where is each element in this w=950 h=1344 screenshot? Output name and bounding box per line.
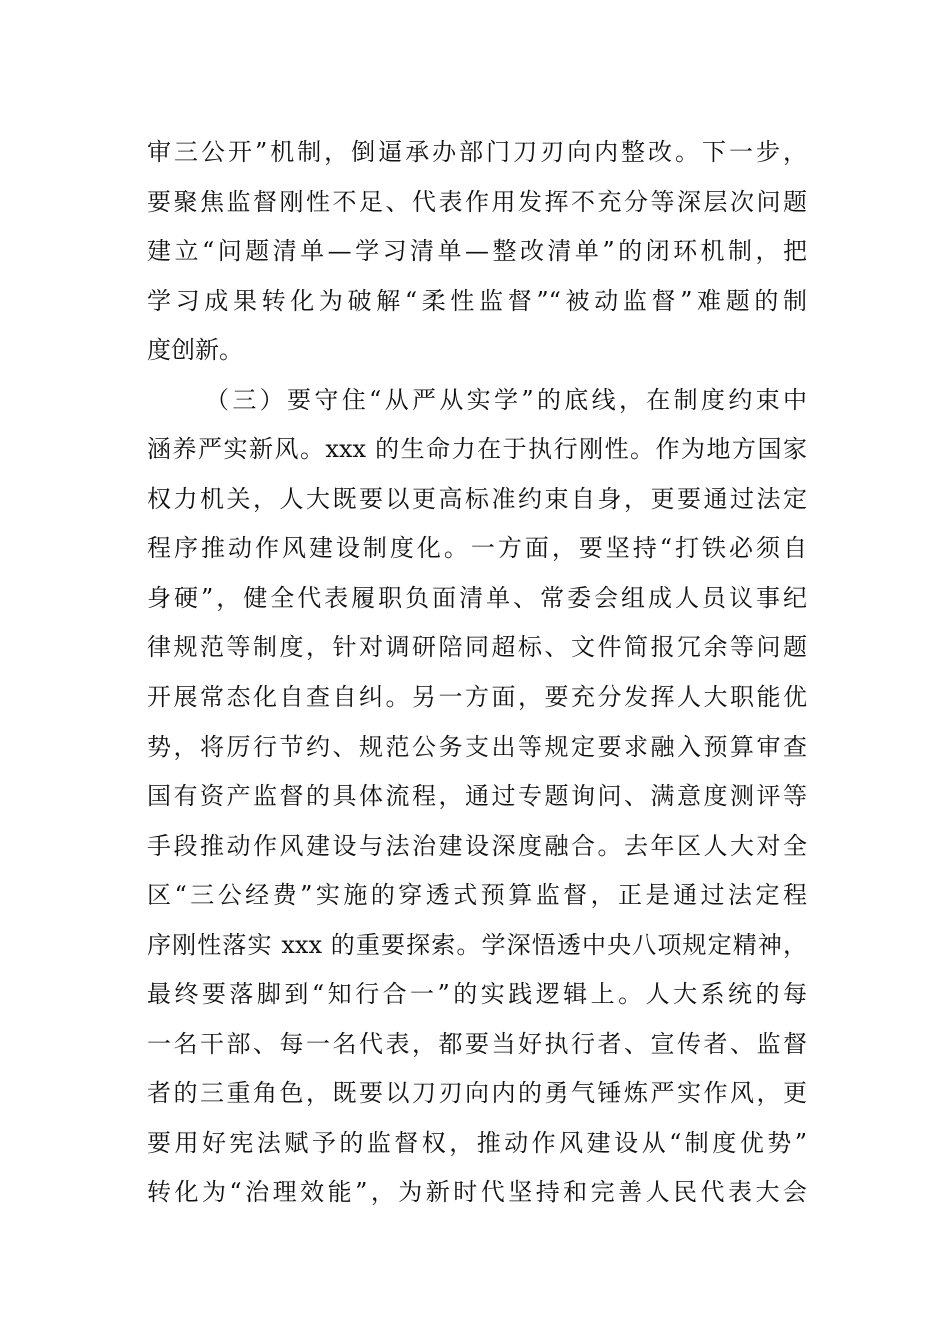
text-line: 度创新。 xyxy=(147,336,243,365)
text-line: 一名干部、每一名代表，都要当好执行者、宣传者、监督 xyxy=(147,1029,807,1058)
text-line: 国有资产监督的具体流程，通过专题询问、满意度测评等 xyxy=(147,782,807,811)
text-line: 学习成果转化为破解“柔性监督”“被动监督”难题的制 xyxy=(147,286,807,315)
text-line: 要聚焦监督刚性不足、代表作用发挥不充分等深层次问题 xyxy=(147,187,807,216)
text-line: 审三公开”机制，倒逼承办部门刀刃向内整改。下一步， xyxy=(147,138,807,166)
text-line: 者的三重角色，既要以刀刃向内的勇气锤炼严实作风，更 xyxy=(147,1079,807,1108)
text-line: 最终要落脚到“知行合一”的实践逻辑上。人大系统的每 xyxy=(147,980,807,1009)
text-line: 身硬”，健全代表履职负面清单、常委会组成人员议事纪 xyxy=(147,583,807,612)
text-line: 势，将厉行节约、规范公务支出等规定要求融入预算审查 xyxy=(147,732,807,761)
body-text xyxy=(147,128,807,1218)
text-line: 开展常态化自查自纠。另一方面，要充分发挥人大职能优 xyxy=(147,683,807,712)
text-line: 权力机关，人大既要以更高标准约束自身，更要通过法定 xyxy=(147,484,807,513)
text-line: 要用好宪法赋予的监督权，推动作风建设从“制度优势” xyxy=(147,1128,807,1157)
text-line: 涵养严实新风。xxx 的生命力在于执行刚性。作为地方国家 xyxy=(147,435,807,464)
text-line: 程序推动作风建设制度化。一方面，要坚持“打铁必须自 xyxy=(147,534,807,563)
text-line: 建立“问题清单—学习清单—整改清单”的闭环机制，把 xyxy=(147,237,807,266)
text-line: 序刚性落实 xxx 的重要探索。学深悟透中央八项规定精神， xyxy=(147,930,807,959)
text-line: 律规范等制度，针对调研陪同超标、文件简报冗余等问题 xyxy=(147,633,807,662)
section-heading-line: （三）要守住“从严从实学”的底线，在制度约束中 xyxy=(205,385,807,414)
text-line: 手段推动作风建设与法治建设深度融合。去年区人大对全 xyxy=(147,831,807,860)
text-line: 转化为“治理效能”，为新时代坚持和完善人民代表大会 xyxy=(147,1178,807,1207)
text-line: 区“三公经费”实施的穿透式预算监督，正是通过法定程 xyxy=(147,881,807,910)
